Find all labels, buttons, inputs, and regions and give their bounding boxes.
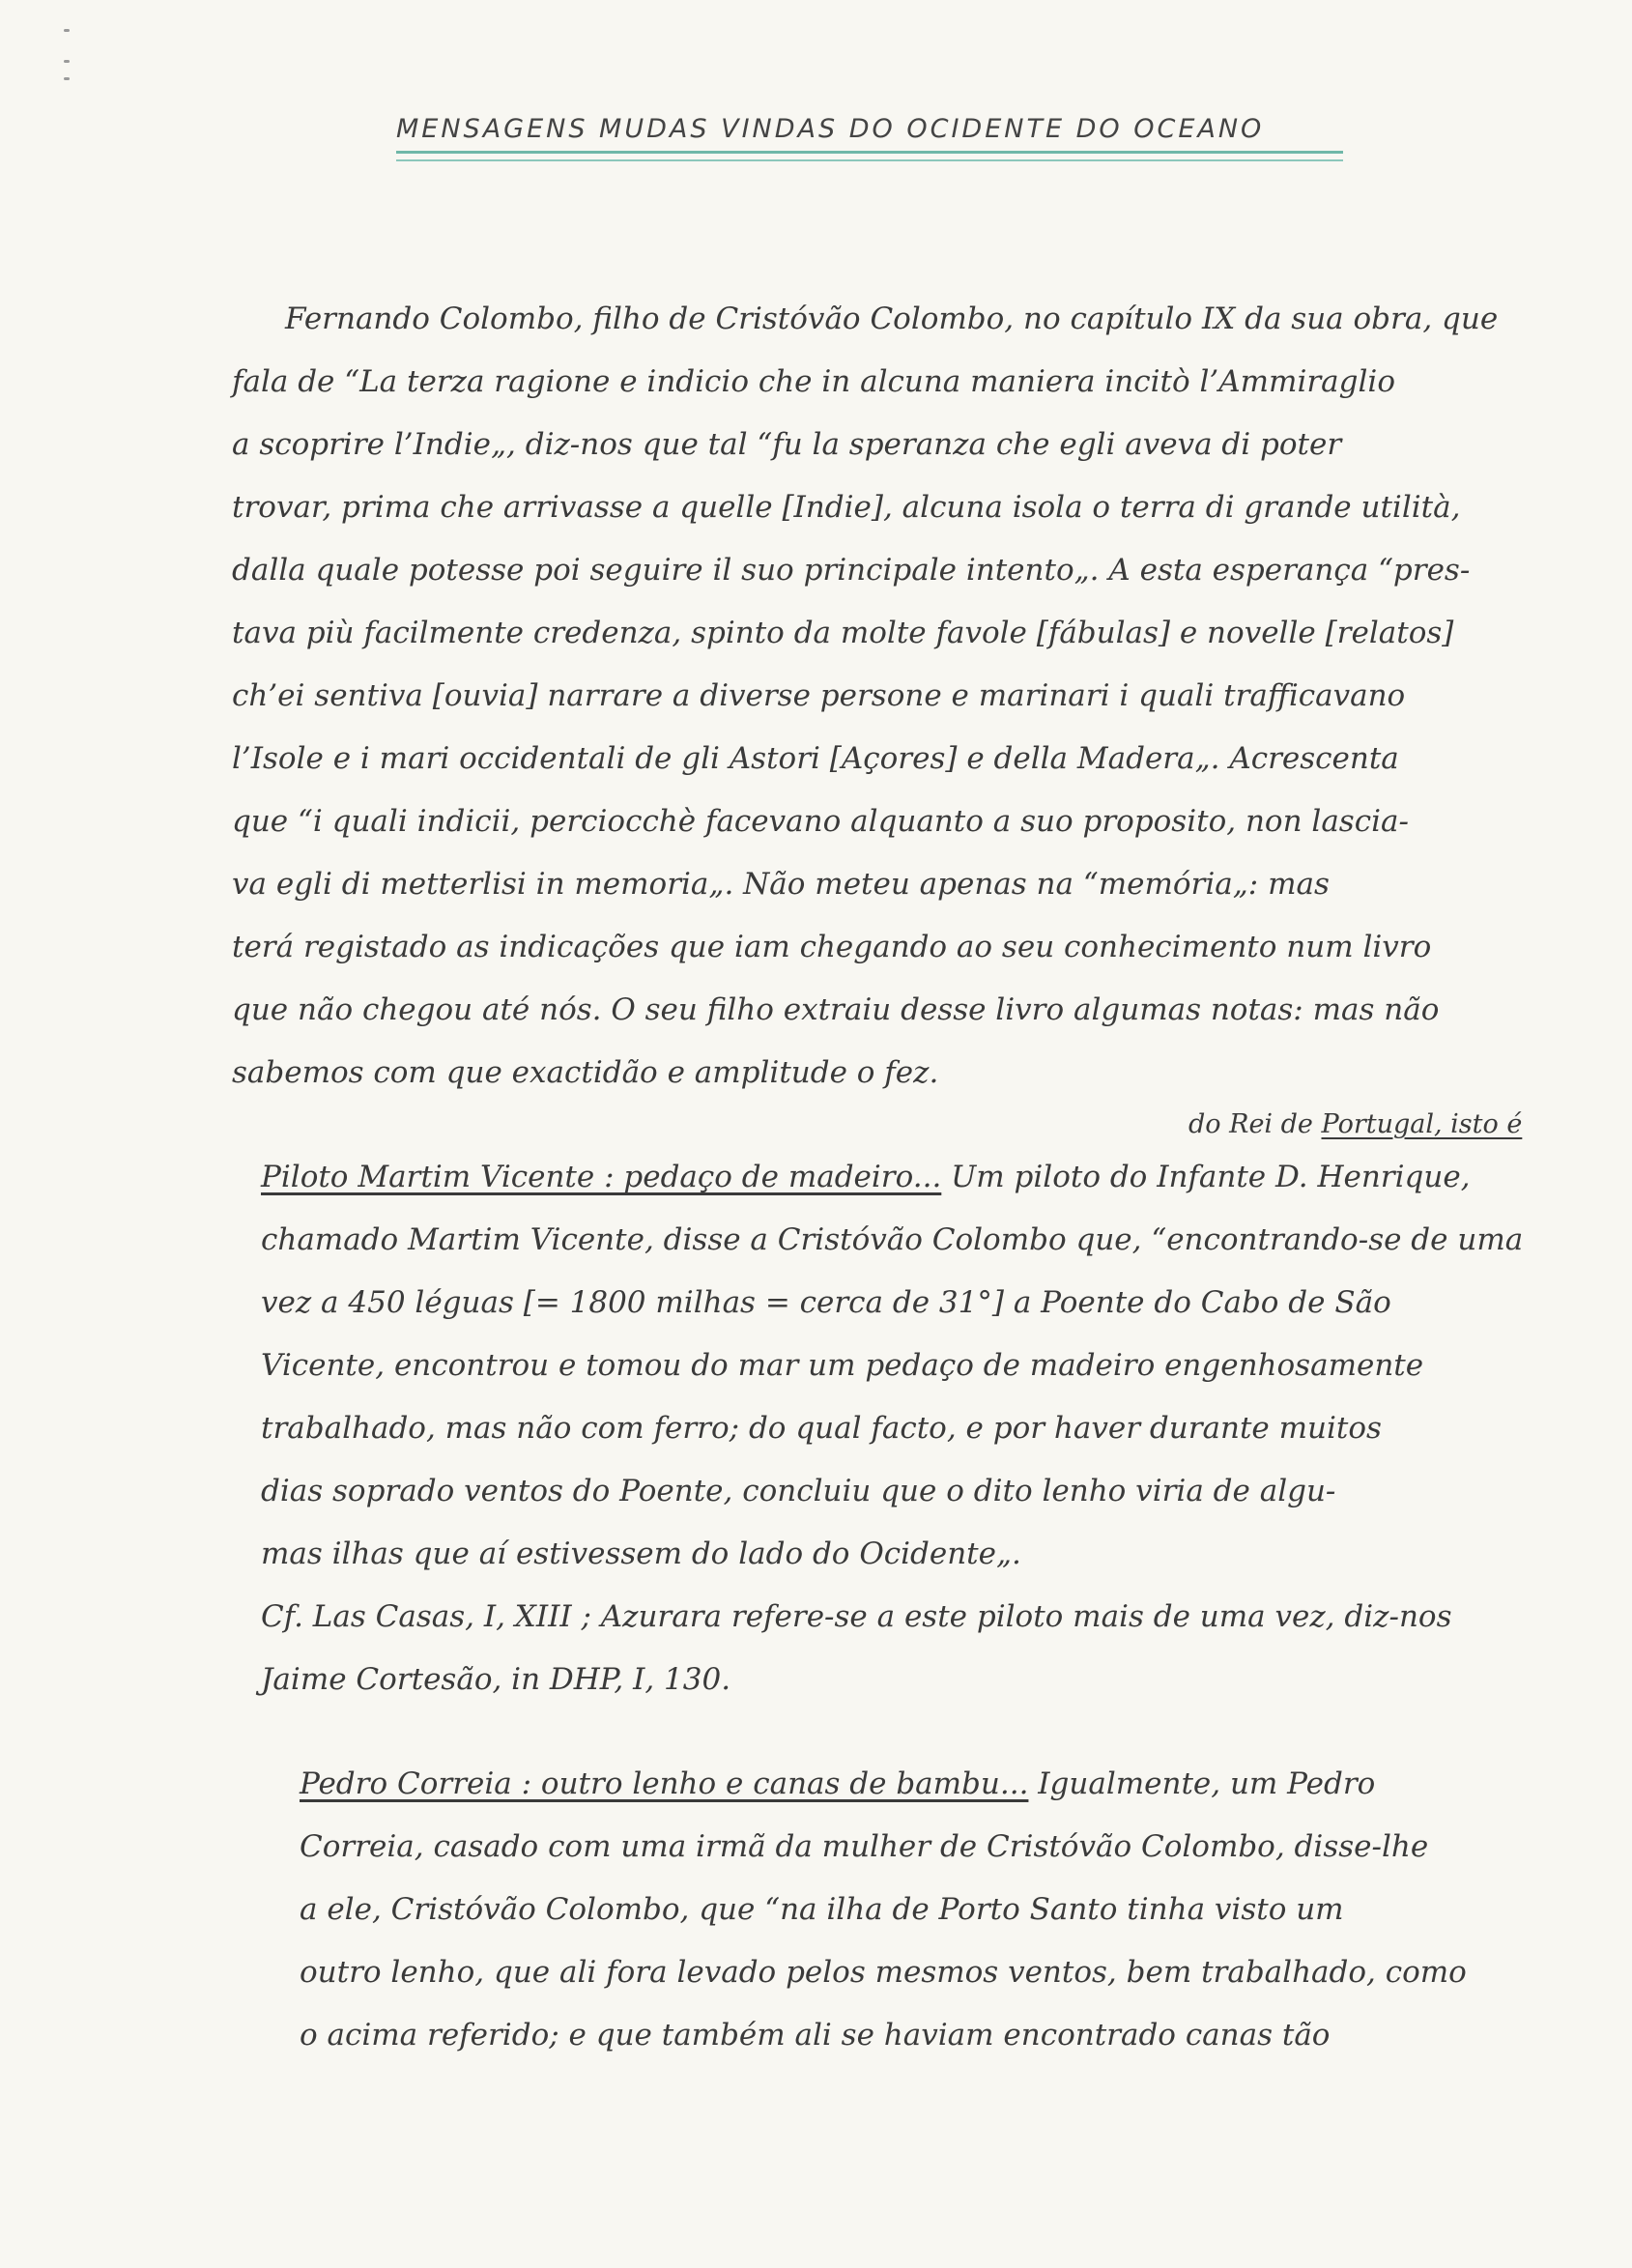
section-heading: Piloto Martim Vicente : pedaço de madeiro... [261, 1160, 942, 1194]
text-line: dias soprado ventos do Poente, concluiu que o dito lenho viria de algu- [261, 1474, 1336, 1508]
page-title: MENSAGENS MUDAS VINDAS DO OCIDENTE DO OCEANO [396, 114, 1265, 144]
margin-annotation [1188, 1109, 1522, 1139]
text-line: que “i quali indicii, perciocchè facevano alquanto a suo proposito, non lascia- [232, 804, 1409, 839]
section-heading: Pedro Correia : outro lenho e canas de bambu... [300, 1766, 1029, 1801]
title-underline-secondary [396, 159, 1343, 161]
text-line: mas ilhas que aí estivessem do lado do Ocidente„. [261, 1536, 1021, 1571]
text-line: Igualmente, um Pedro [1028, 1766, 1376, 1801]
text-line: Fernando Colombo, filho de Cristóvão Colombo, no capítulo IX da sua obra, que [285, 301, 1499, 336]
annotation-text: do Rei de Portugal, isto é [1188, 1109, 1523, 1139]
paragraph-pedro-correia [300, 1753, 1575, 2067]
citation-line: Jaime Cortesão, in DHP, I, 130. [261, 1662, 731, 1697]
text-line: tava più facilmente credenza, spinto da molte favole [fábulas] e novelle [relatos] [232, 616, 1454, 650]
text-line: Um piloto do Infante D. Henrique, [941, 1160, 1471, 1194]
paragraph-fernando-colombo [232, 288, 1565, 1105]
text-line: o acima referido; e que também ali se haviam encontrado canas tão [300, 2018, 1331, 2053]
punch-mark [64, 29, 70, 32]
text-line: trabalhado, mas não com ferro; do qual facto, e por haver durante muitos [261, 1411, 1382, 1446]
text-line: dalla quale potesse poi seguire il suo principale intento„. A esta esperança “pres- [232, 553, 1471, 588]
text-line: que não chegou até nós. O seu filho extraiu desse livro algumas notas: mas não [232, 992, 1440, 1027]
text-line: outro lenho, que ali fora levado pelos mesmos ventos, bem trabalhado, como [300, 1955, 1467, 1990]
text-line: Vicente, encontrou e tomou do mar um pedaço de madeiro engenhosamente [261, 1348, 1424, 1383]
citation-line: Cf. Las Casas, I, XIII ; Azurara refere-se a este piloto mais de uma vez, diz-nos [261, 1599, 1452, 1634]
text-line: sabemos com que exactidão e amplitude o fez. [232, 1055, 939, 1090]
text-line: va egli di metterlisi in memoria„. Não meteu apenas na “memória„: mas [232, 867, 1330, 902]
text-line: trovar, prima che arrivasse a quelle [Indie], alcuna isola o terra di grande utilità, [232, 490, 1461, 525]
text-line: a ele, Cristóvão Colombo, que “na ilha de Porto Santo tinha visto um [300, 1892, 1344, 1927]
text-line: fala de “La terza ragione e indicio che in alcuna maniera incitò l’Ammiraglio [232, 364, 1396, 399]
text-line: a scoprire l’Indie„, diz-nos que tal “fu la speranza che egli aveva di poter [232, 427, 1342, 462]
text-line: terá registado as indicações que iam chegando ao seu conhecimento num livro [232, 930, 1432, 964]
paragraph-martim-vicente [261, 1146, 1575, 1711]
punch-mark [64, 77, 70, 80]
title-underline [396, 151, 1343, 154]
text-line: chamado Martim Vicente, disse a Cristóvão Colombo que, “encontrando-se de uma [261, 1222, 1524, 1257]
text-line: l’Isole e i mari occidentali de gli Astori [Açores] e della Madera„. Acrescenta [232, 741, 1399, 776]
punch-mark [64, 60, 70, 63]
text-line: ch’ei sentiva [ouvia] narrare a diverse persone e marinari i quali trafficavano [232, 678, 1406, 713]
text-line: Correia, casado com uma irmã da mulher de Cristóvão Colombo, disse-lhe [300, 1829, 1429, 1864]
text-line: vez a 450 léguas [= 1800 milhas = cerca de 31°] a Poente do Cabo de São [261, 1285, 1391, 1320]
